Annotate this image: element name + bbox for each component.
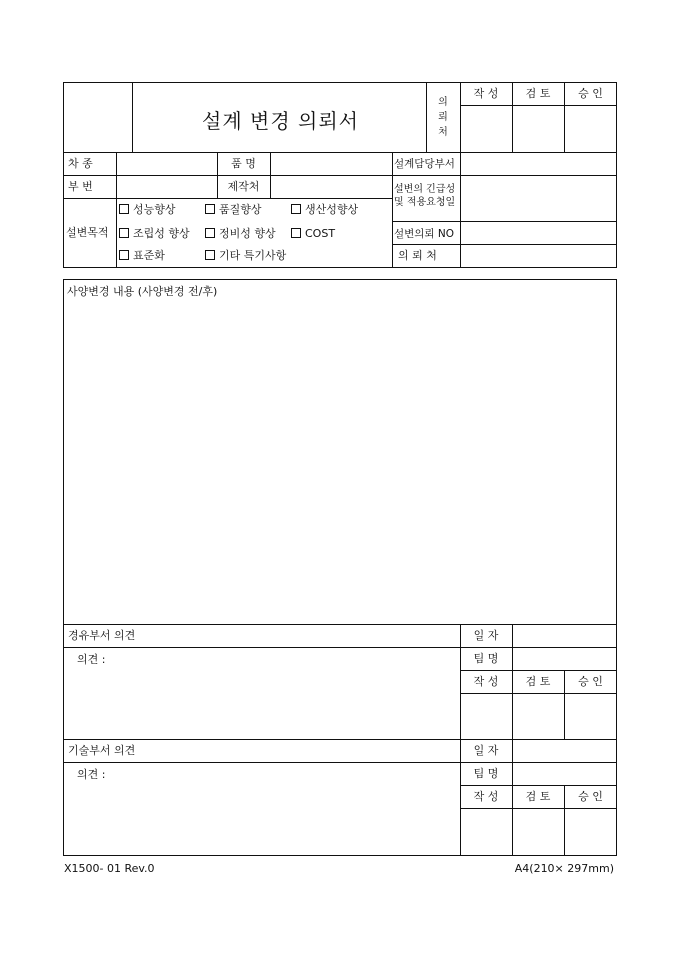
- maker-label: 제작처: [227, 180, 260, 193]
- car-type-field[interactable]: [117, 153, 216, 174]
- purpose-option-label: COST: [305, 227, 336, 240]
- car-type-label: 차 종: [68, 157, 93, 170]
- divider: [426, 82, 427, 152]
- purpose-option-label: 표준화: [133, 249, 165, 262]
- purpose-option-label: 성능향상: [133, 203, 176, 216]
- requester-vertical-label-2: 뢰: [438, 112, 448, 123]
- checkbox[interactable]: [119, 250, 129, 260]
- purpose-label: 설변목적: [66, 226, 109, 239]
- approval-approve-label: 승 인: [578, 87, 603, 100]
- tech-write-sign[interactable]: [461, 809, 511, 854]
- divider: [460, 670, 617, 671]
- tech-review-label: 검 토: [525, 790, 551, 803]
- approval-review-label: 검 토: [525, 87, 551, 100]
- request-no-label: 설변의뢰 NO: [394, 228, 455, 240]
- approval-review-field[interactable]: [513, 106, 563, 151]
- purpose-option-cost[interactable]: [291, 227, 335, 241]
- routing-opinion-field[interactable]: [65, 668, 458, 737]
- purpose-option-label: 생산성향상: [305, 203, 359, 216]
- routing-approve-sign[interactable]: [565, 694, 616, 738]
- checkbox[interactable]: [291, 204, 301, 214]
- design-dept-label: 설계담당부서: [394, 158, 455, 170]
- urgency-label-line1: 설변의 긴급성: [394, 184, 456, 195]
- purpose-option-label: 기타 특기사항: [219, 249, 287, 262]
- tech-review-sign[interactable]: [513, 809, 563, 854]
- tech-date-label: 일 자: [473, 744, 499, 757]
- tech-approve-label: 승 인: [578, 790, 603, 803]
- tech-opinion-field[interactable]: [65, 783, 458, 854]
- routing-opinion-label: 의견 :: [77, 653, 106, 666]
- tech-dept-title: 기술부서 의견: [68, 744, 136, 757]
- checkbox[interactable]: [119, 228, 129, 238]
- purpose-option-productivity[interactable]: [291, 203, 358, 217]
- document-title: 설계 변경 의뢰서: [202, 109, 359, 133]
- request-no-field[interactable]: [461, 222, 616, 243]
- divider: [63, 198, 392, 199]
- purpose-option-standardization[interactable]: [119, 249, 165, 263]
- tech-team-label: 팀 명: [473, 767, 499, 780]
- purpose-option-label: 조립성 향상: [133, 227, 190, 240]
- requester-field[interactable]: [461, 245, 616, 267]
- purpose-option-quality[interactable]: [205, 203, 262, 217]
- requester-label: 의 뢰 처: [398, 249, 437, 262]
- purpose-option-label: 품질향상: [219, 203, 262, 216]
- routing-approve-label: 승 인: [578, 675, 603, 688]
- tech-opinion-label: 의견 :: [77, 768, 106, 781]
- checkbox[interactable]: [119, 204, 129, 214]
- checkbox[interactable]: [291, 228, 301, 238]
- purpose-option-other[interactable]: [205, 249, 286, 263]
- divider: [460, 785, 617, 786]
- routing-review-sign[interactable]: [513, 694, 563, 738]
- tech-date-field[interactable]: [513, 740, 616, 761]
- tech-approve-sign[interactable]: [565, 809, 616, 854]
- paper-size: A4(210× 297mm): [514, 862, 614, 875]
- tech-write-label: 작 성: [473, 790, 499, 803]
- approval-write-label: 작 성: [473, 87, 499, 100]
- purpose-option-label: 정비성 향상: [219, 227, 276, 240]
- form-code: X1500- 01 Rev.0: [64, 862, 155, 875]
- tech-team-field[interactable]: [513, 763, 616, 784]
- routing-team-field[interactable]: [513, 648, 616, 669]
- urgency-label-line2: 및 적용요청일: [394, 197, 456, 208]
- urgency-field[interactable]: [461, 176, 616, 220]
- purpose-option-performance[interactable]: [119, 203, 176, 217]
- checkbox[interactable]: [205, 204, 215, 214]
- product-name-label: 품 명: [231, 157, 256, 170]
- routing-date-field[interactable]: [513, 625, 616, 646]
- requester-vertical-label-3: 처: [438, 127, 448, 138]
- purpose-option-assembly[interactable]: [119, 227, 190, 241]
- divider: [392, 152, 393, 268]
- routing-review-label: 검 토: [525, 675, 551, 688]
- approval-approve-field[interactable]: [565, 106, 616, 151]
- routing-team-label: 팀 명: [473, 652, 499, 665]
- routing-date-label: 일 자: [473, 629, 499, 642]
- routing-write-label: 작 성: [473, 675, 499, 688]
- purpose-option-maintenance[interactable]: [205, 227, 276, 241]
- design-dept-field[interactable]: [461, 153, 616, 174]
- requester-vertical-label-1: 의: [438, 97, 448, 108]
- product-name-field[interactable]: [271, 153, 391, 174]
- maker-field[interactable]: [271, 176, 391, 197]
- part-no-field[interactable]: [117, 176, 216, 197]
- spec-change-label: 사양변경 내용 (사양변경 전/후): [67, 285, 218, 298]
- checkbox[interactable]: [205, 228, 215, 238]
- part-no-label: 부 번: [68, 180, 93, 193]
- approval-write-field[interactable]: [461, 106, 511, 151]
- checkbox[interactable]: [205, 250, 215, 260]
- routing-write-sign[interactable]: [461, 694, 511, 738]
- routing-dept-title: 경유부서 의견: [68, 629, 136, 642]
- spec-change-content-area[interactable]: [65, 302, 615, 622]
- divider: [132, 82, 133, 152]
